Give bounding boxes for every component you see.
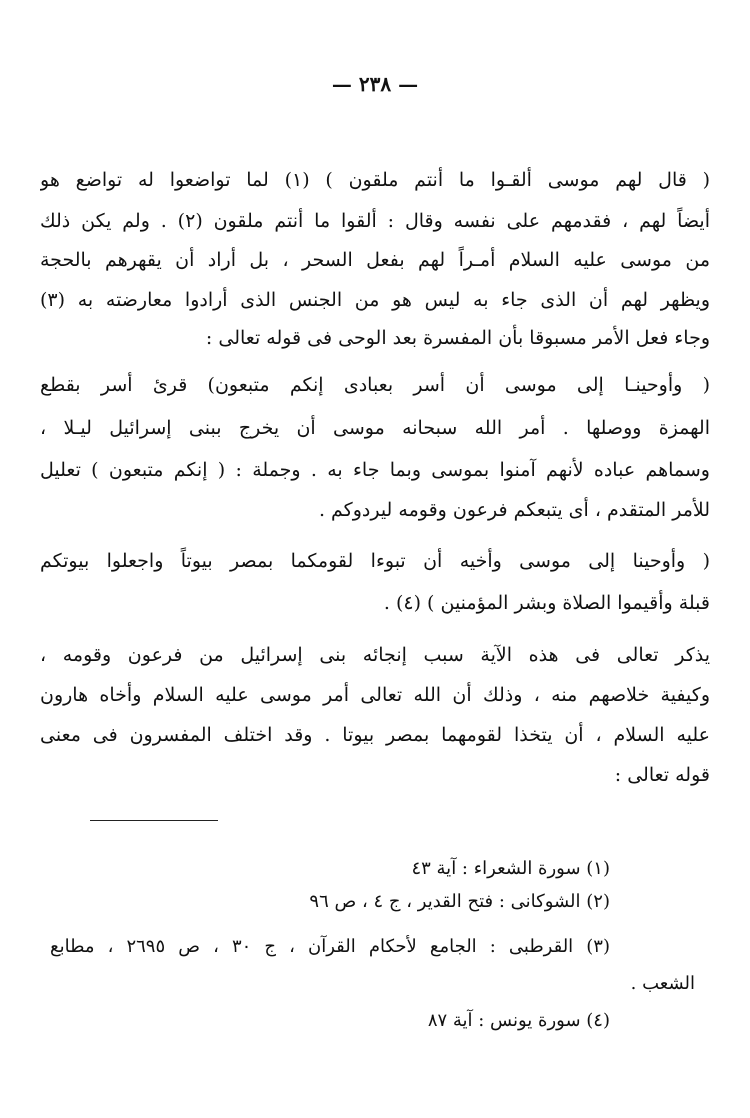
page-number: — ٢٣٨ — (331, 72, 419, 96)
text-line: قبلة وأقيموا الصلاة وبشر المؤمنين ) (٤) . (383, 592, 710, 614)
text-line: الهمزة ووصلها . أمر الله سبحانه موسى أن يخرج ببنى إسرائيل ليـلا ، (40, 417, 710, 439)
text-line: وكيفية خلاصهم منه ، وذلك أن الله تعالى أمر موسى عليه السلام وأخاه هارون (40, 684, 710, 706)
text-line: قوله تعالى : (614, 764, 710, 786)
footnote: (٣) القرطبى : الجامع لأحكام القرآن ، ج ٣٠ ، ص ٢٦٩٥ ، مطابع (50, 936, 610, 957)
text-line: وجاء فعل الأمر مسبوقا بأن المفسرة بعد الوحى فى قوله تعالى : (205, 327, 710, 349)
text-line: ( وأوحينا إلى موسى وأخيه أن تبوءا لقومكما بمصر بيوتاً واجعلوا بيوتكم (40, 550, 710, 572)
text-line: ( وأوحينـا إلى موسى أن أسر بعبادى إنكم متبعون) قرئ أسر بقطع (40, 374, 710, 396)
footnote-divider (90, 820, 218, 821)
footnote: الشعب . (630, 973, 695, 994)
footnote: (٤) سورة يونس : آية ٨٧ (427, 1010, 610, 1031)
text-line: من موسى عليه السلام أمـراً لهم بفعل السحر ، بل أراد أن يقهرهم بالحجة (40, 249, 710, 271)
text-line: ( قال لهم موسى ألقـوا ما أنتم ملقون ) (١) لما تواضعوا له تواضع هو (40, 169, 710, 191)
text-line: عليه السلام ، أن يتخذا لقومهما بمصر بيوتا . وقد اختلف المفسرون فى معنى (40, 724, 710, 746)
footnote: (٢) الشوكانى : فتح القدير ، ج ٤ ، ص ٩٦ (309, 891, 610, 912)
footnote: (١) سورة الشعراء : آية ٤٣ (411, 858, 610, 879)
text-line: ويظهر لهم أن الذى جاء به ليس هو من الجنس الذى أرادوا معارضته به (٣) (40, 289, 710, 311)
text-line: وسماهم عباده لأنهم آمنوا بموسى وبما جاء به . وجملة : ( إنكم متبعون ) تعليل (40, 459, 710, 481)
text-line: للأمر المتقدم ، أى يتبعكم فرعون وقومه ليردوكم . (318, 499, 710, 521)
text-line: يذكر تعالى فى هذه الآية سبب إنجائه بنى إسرائيل من فرعون وقومه ، (40, 644, 710, 666)
text-line: أيضاً لهم ، فقدمهم على نفسه وقال : ألقوا ما أنتم ملقون (٢) . ولم يكن ذلك (40, 210, 710, 232)
